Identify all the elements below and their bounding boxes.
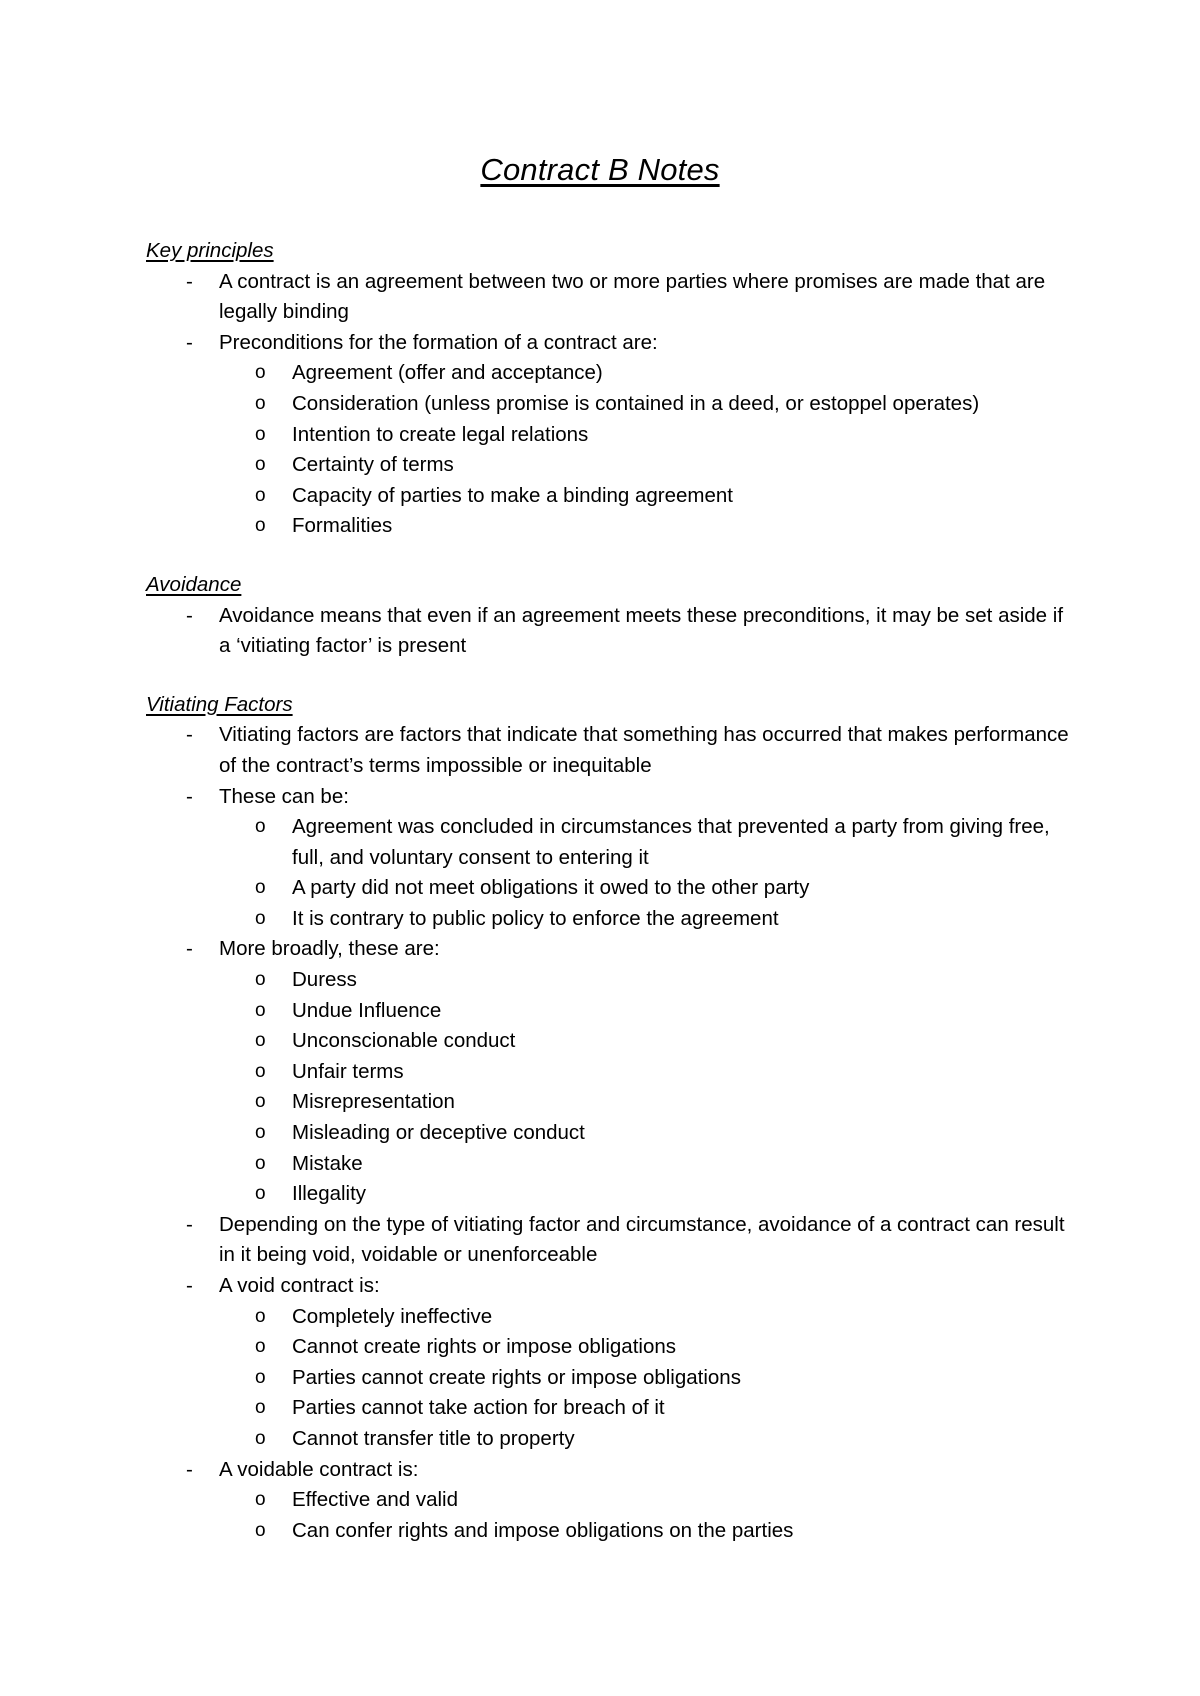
list-item	[146, 1455, 1076, 1486]
circle-bullet-icon: o	[255, 1366, 266, 1388]
section-heading: Avoidance	[146, 572, 242, 596]
sub-list-item	[219, 1302, 1076, 1333]
section	[146, 690, 1076, 1547]
section	[146, 236, 1076, 542]
list-item	[146, 720, 1076, 781]
sub-list-item-text: Capacity of parties to make a binding agreement	[292, 483, 734, 507]
list-item	[146, 328, 1076, 359]
list-item	[146, 782, 1076, 813]
list-item	[146, 1210, 1076, 1271]
circle-bullet-icon: o	[255, 1060, 266, 1082]
bullet-list	[146, 601, 1076, 662]
sub-list-item	[219, 1057, 1076, 1088]
list-item-text: More broadly, these are:	[219, 937, 440, 961]
sub-list-item	[219, 481, 1076, 512]
circle-bullet-icon: o	[255, 877, 266, 899]
list-item-text: These can be:	[219, 784, 349, 808]
circle-bullet-icon: o	[255, 1183, 266, 1205]
sub-list-item-text: Completely ineffective	[292, 1304, 493, 1328]
sub-list-item-text: Cannot transfer title to property	[292, 1426, 575, 1450]
sub-list-item	[219, 996, 1076, 1027]
dash-bullet-icon: -	[186, 330, 193, 354]
circle-bullet-icon: o	[255, 907, 266, 929]
sublist-container	[146, 1485, 1076, 1546]
circle-bullet-icon: o	[255, 484, 266, 506]
dash-bullet-icon: -	[186, 603, 193, 627]
circle-bullet-icon: o	[255, 816, 266, 838]
bullet-list	[146, 720, 1076, 1546]
sub-bullet-list	[146, 358, 1076, 542]
sub-list-item	[219, 511, 1076, 542]
sub-list-item	[219, 1087, 1076, 1118]
list-item	[146, 601, 1076, 662]
sublist-container	[146, 812, 1076, 934]
sub-list-item-text: Unfair terms	[292, 1059, 404, 1083]
sub-list-item	[219, 420, 1076, 451]
sub-list-item	[219, 1332, 1076, 1363]
circle-bullet-icon: o	[255, 515, 266, 537]
sub-list-item	[219, 1026, 1076, 1057]
circle-bullet-icon: o	[255, 1427, 266, 1449]
sub-bullet-list	[146, 965, 1076, 1210]
sub-list-item-text: Intention to create legal relations	[292, 422, 589, 446]
circle-bullet-icon: o	[255, 362, 266, 384]
dash-bullet-icon: -	[186, 269, 193, 293]
circle-bullet-icon: o	[255, 1397, 266, 1419]
document-body	[146, 236, 1076, 1546]
dash-bullet-icon: -	[186, 937, 193, 961]
sub-list-item-text: Illegality	[292, 1182, 367, 1206]
circle-bullet-icon: o	[255, 969, 266, 991]
circle-bullet-icon: o	[255, 1152, 266, 1174]
circle-bullet-icon: o	[255, 392, 266, 414]
section	[146, 570, 1076, 662]
sub-list-item-text: A party did not meet obligations it owed to the other party	[292, 876, 810, 900]
sub-list-item-text: It is contrary to public policy to enforce the agreement	[292, 906, 779, 930]
sub-list-item-text: Unconscionable conduct	[292, 1029, 516, 1053]
sub-list-item-text: Undue Influence	[292, 998, 442, 1022]
sub-list-item	[219, 450, 1076, 481]
dash-bullet-icon: -	[186, 723, 193, 747]
bullet-list	[146, 267, 1076, 542]
document-title: Contract B Notes	[480, 152, 720, 187]
circle-bullet-icon: o	[255, 1122, 266, 1144]
sub-list-item	[219, 1118, 1076, 1149]
list-item-text: Avoidance means that even if an agreement meets these preconditions, it may be set aside if a ‘vitiating factor’ is present	[219, 603, 1064, 658]
circle-bullet-icon: o	[255, 1336, 266, 1358]
sub-list-item	[219, 1179, 1076, 1210]
sub-list-item	[219, 389, 1076, 420]
sub-list-item	[219, 1485, 1076, 1516]
sub-list-item	[219, 873, 1076, 904]
sub-list-item-text: Misleading or deceptive conduct	[292, 1121, 585, 1145]
list-item	[146, 934, 1076, 965]
sublist-container	[146, 965, 1076, 1210]
sub-list-item-text: Certainty of terms	[292, 453, 454, 477]
section-heading: Vitiating Factors	[146, 692, 293, 716]
dash-bullet-icon: -	[186, 1212, 193, 1236]
sub-bullet-list	[146, 1485, 1076, 1546]
circle-bullet-icon: o	[255, 1305, 266, 1327]
sub-list-item-text: Parties cannot create rights or impose obligations	[292, 1365, 741, 1389]
sub-list-item-text: Formalities	[292, 514, 393, 538]
list-item	[146, 267, 1076, 328]
sub-list-item-text: Can confer rights and impose obligations on the parties	[292, 1518, 794, 1542]
circle-bullet-icon: o	[255, 999, 266, 1021]
sub-list-item-text: Duress	[292, 968, 357, 992]
sub-list-item	[219, 965, 1076, 996]
dash-bullet-icon: -	[186, 784, 193, 808]
list-item-text: Vitiating factors are factors that indicate that something has occurred that makes performance of the contract’s terms impossible or inequitable	[219, 723, 1069, 777]
sub-list-item	[219, 358, 1076, 389]
list-item-text: Preconditions for the formation of a contract are:	[219, 330, 658, 354]
circle-bullet-icon: o	[255, 1030, 266, 1052]
sub-list-item-text: Agreement (offer and acceptance)	[292, 361, 603, 385]
circle-bullet-icon: o	[255, 423, 266, 445]
sub-list-item	[219, 1149, 1076, 1180]
sub-list-item	[219, 812, 1076, 873]
sub-list-item	[219, 904, 1076, 935]
sub-list-item	[219, 1424, 1076, 1455]
list-item-text: A void contract is:	[219, 1274, 380, 1297]
circle-bullet-icon: o	[255, 1489, 266, 1511]
sub-list-item	[219, 1363, 1076, 1394]
sublist-container	[146, 1302, 1076, 1455]
list-item-text: A voidable contract is:	[219, 1457, 419, 1481]
sub-list-item-text: Consideration (unless promise is contained in a deed, or estoppel operates)	[292, 391, 980, 415]
list-item-text: Depending on the type of vitiating factor and circumstance, avoidance of a contract can result in it being void, voidable or unenforceable	[219, 1212, 1065, 1267]
circle-bullet-icon: o	[255, 454, 266, 476]
sub-list-item-text: Mistake	[292, 1151, 363, 1175]
list-item	[146, 1271, 1076, 1302]
sub-bullet-list	[146, 1302, 1076, 1455]
sub-list-item-text: Agreement was concluded in circumstances that prevented a party from giving free, full, and voluntary consent to entering it	[292, 815, 1050, 869]
dash-bullet-icon: -	[186, 1274, 193, 1297]
list-item-text: A contract is an agreement between two or more parties where promises are made that are legally binding	[219, 269, 1046, 324]
section-heading: Key principles	[146, 239, 274, 262]
sub-bullet-list	[146, 812, 1076, 934]
sub-list-item	[219, 1393, 1076, 1424]
dash-bullet-icon: -	[186, 1457, 193, 1481]
sub-list-item	[219, 1516, 1076, 1547]
sub-list-item-text: Cannot create rights or impose obligations	[292, 1335, 677, 1359]
circle-bullet-icon: o	[255, 1519, 266, 1541]
sub-list-item-text: Parties cannot take action for breach of it	[292, 1396, 665, 1420]
circle-bullet-icon: o	[255, 1091, 266, 1113]
sub-list-item-text: Effective and valid	[292, 1488, 459, 1512]
sublist-container	[146, 358, 1076, 542]
sub-list-item-text: Misrepresentation	[292, 1090, 455, 1114]
